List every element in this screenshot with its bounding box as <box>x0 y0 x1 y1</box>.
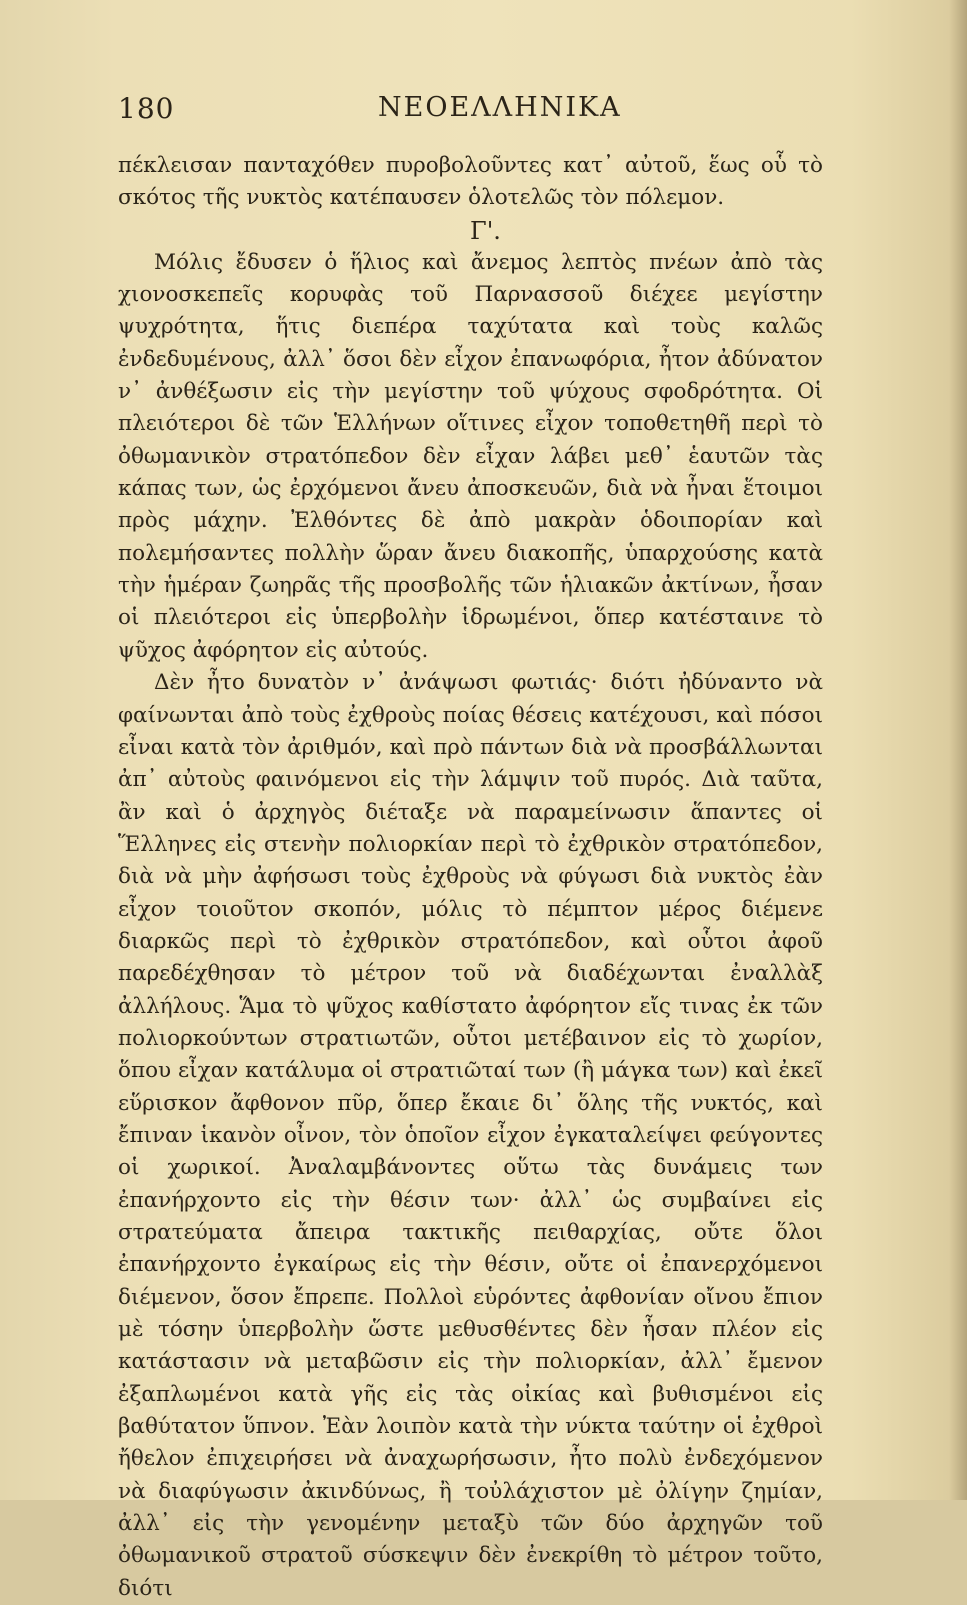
page-number: 180 <box>118 92 175 125</box>
paragraph-continued: πέκλεισαν πανταχόθεν πυροβολοῦντες κατ᾽ αὐτοῦ, ἕως οὗ τὸ σκότος τῆς νυκτὸς κατέπαυσεν ὁλοτελῶς τὸν πόλεμον. <box>118 153 823 211</box>
body-text <box>118 150 823 1605</box>
section-number: Γ'. <box>470 216 501 245</box>
running-title: ΝΕΟΕΛΛΗΝΙΚΑ <box>378 92 622 123</box>
paragraph: Μόλις ἔδυσεν ὁ ἥλιος καὶ ἄνεμος λεπτὸς πνέων ἀπὸ τὰς χιονοσκεπεῖς κορυφὰς τοῦ Παρνασσοῦ διέχεε μεγίστην ψυχρότητα, ἥτις διεπέρα ταχύτατα καὶ τοὺς καλῶς ἐνδεδυμένους, ἀλλ᾽ ὅσοι δὲν εἶχον ἐπανωφόρια, ἦτον ἀδύνατον ν᾽ ἀνθέξωσιν εἰς τὴν μεγίστην τοῦ ψύχους σφοδρότητα. Οἱ πλειότεροι δὲ τῶν Ἑλλήνων οἵτινες εἶχον τοποθετηθῆ περὶ τὸ ὀθωμανικὸν στρατόπεδον δὲν εἶχαν λάβει μεθ᾽ ἑαυτῶν τὰς κάπας των, ὡς ἐρχόμενοι ἄνευ ἀποσκευῶν, διὰ νὰ ἦναι ἕτοιμοι πρὸς μάχην. Ἐλθόντες δὲ ἀπὸ μακρὰν ὁδοιπορίαν καὶ πολεμήσαντες πολλὴν ὥραν ἄνευ διακοπῆς, ὑπαρχούσης κατὰ τὴν ἡμέραν ζωηρᾶς τῆς προσβολῆς τῶν ἡλιακῶν ἀκτίνων, ἦσαν οἱ πλειότεροι εἰς ὑπερβολὴν ἱδρωμένοι, ὅπερ κατέσταινε τὸ ψῦχος ἀφόρητον εἰς αὐτούς. <box>118 249 823 663</box>
paragraph: Δὲν ἦτο δυνατὸν ν᾽ ἀνάψωσι φωτιάς· διότι ἠδύναντο νὰ φαίνωνται ἀπὸ τοὺς ἐχθροὺς ποίας θέσεις κατέχουσι, καὶ πόσοι εἶναι κατὰ τὸν ἀριθμόν, καὶ πρὸ πάντων διὰ νὰ προσβάλλωνται ἀπ᾽ αὐτοὺς φαινόμενοι εἰς τὴν λάμψιν τοῦ πυρός. Διὰ ταῦτα, ἂν καὶ ὁ ἀρχηγὸς διέταξε νὰ παραμείνωσιν ἅπαντες οἱ Ἕλληνες εἰς στενὴν πολιορκίαν περὶ τὸ ἐχθρικὸν στρατόπεδον, διὰ νὰ μὴν ἀφήσωσι τοὺς ἐχθροὺς νὰ φύγωσι διὰ νυκτὸς ἐὰν εἶχον τοιοῦτον σκοπόν, μόλις τὸ πέμπτον μέρος διέμενε διαρκῶς περὶ τὸ ἐχθρικὸν στρατόπεδον, καὶ οὗτοι ἀφοῦ παρεδέχθησαν τὸ μέτρον τοῦ νὰ διαδέχωνται ἐναλλὰξ ἀλλήλους. Ἅμα τὸ ψῦχος καθίστατο ἀφόρητον εἴς τινας ἐκ τῶν πολιορκούντων στρατιωτῶν, οὗτοι μετέβαινον εἰς τὸ χωρίον, ὅπου εἶχαν κατάλυμα οἱ στρατιῶταί των (ἢ μάγκα των) καὶ ἐκεῖ εὕρισκον ἄφθονον πῦρ, ὅπερ ἔκαιε δι᾽ ὅλης τῆς νυκτός, καὶ ἔπιναν ἱκανὸν οἶνον, τὸν ὁποῖον εἶχον ἐγκαταλείψει φεύγοντες οἱ χωρικοί. Ἀναλαμβάνοντες οὕτω τὰς δυνάμεις των ἐπανήρχοντο εἰς τὴν θέσιν των· ἀλλ᾽ ὡς συμβαίνει εἰς στρατεύματα ἄπειρα τακτικῆς πειθαρχίας, οὔτε ὅλοι ἐπανήρχοντο ἐγκαίρως εἰς τὴν θέσιν, οὔτε οἱ ἐπανερχόμενοι διέμενον, ὅσον ἔπρεπε. Πολλοὶ εὑρόντες ἀφθονίαν οἴνου ἔπιον μὲ τόσην ὑπερβολὴν ὥστε μεθυσθέντες δὲν ἦσαν πλέον εἰς κατάστασιν νὰ μεταβῶσιν εἰς τὴν πολιορκίαν, ἀλλ᾽ ἔμενον ἐξαπλωμένοι κατὰ γῆς εἰς τὰς οἰκίας καὶ βυθισμένοι εἰς βαθύτατον ὕπνον. Ἐὰν λοιπὸν κατὰ τὴν νύκτα ταύτην οἱ ἐχθροὶ ἤθελον ἐπιχειρήσει νὰ ἀναχωρήσωσιν, ἦτο πολὺ ἐνδεχόμενον νὰ διαφύγωσιν ἀκινδύνως, ἢ τοὐλάχιστον μὲ ὀλίγην ζημίαν, ἀλλ᾽ εἰς τὴν γενομένην μεταξὺ τῶν δύο ἀρχηγῶν τοῦ ὀθωμανικοῦ στρατοῦ σύσκεψιν δὲν ἐνεκρίθη τὸ μέτρον τοῦτο, διότι <box>118 670 823 1601</box>
page-header <box>118 92 818 132</box>
